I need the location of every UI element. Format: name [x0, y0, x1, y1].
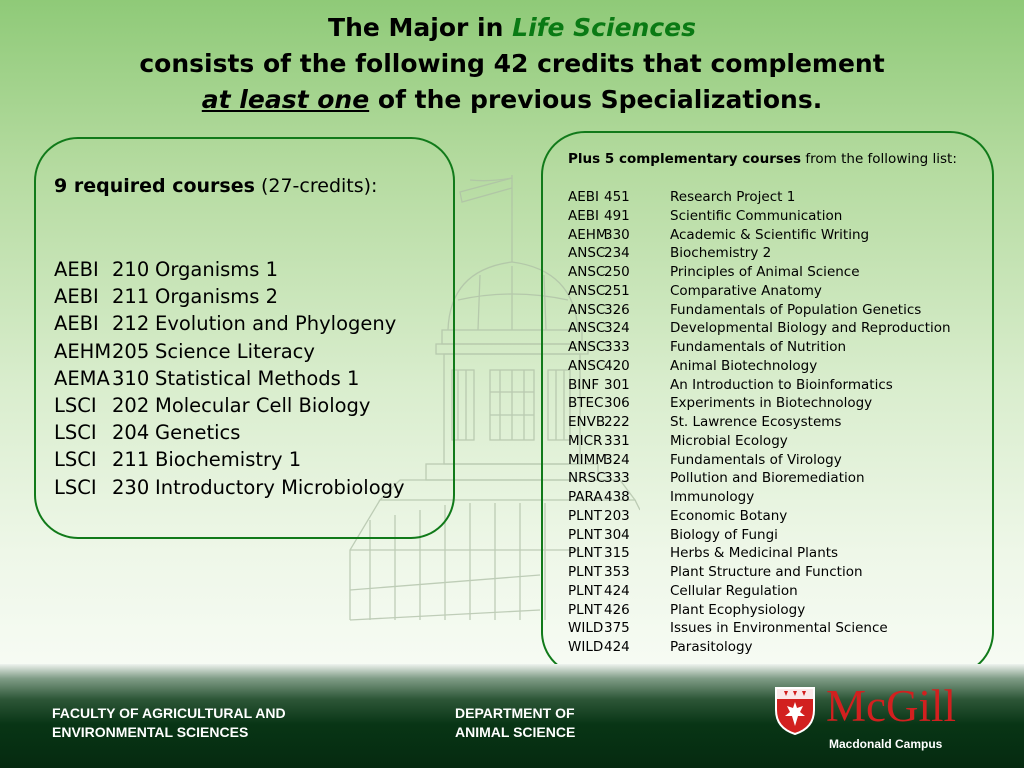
course-name: Microbial Ecology	[670, 432, 788, 449]
course-dept: AEBI	[568, 189, 600, 205]
course-number: 203	[604, 507, 630, 524]
course-dept: AEHM	[54, 339, 112, 363]
course-row	[54, 446, 405, 473]
course-number: 424	[604, 582, 630, 599]
course-dept: NRSC	[568, 470, 606, 487]
course-row	[568, 357, 951, 376]
required-heading-bold: 9 required courses	[54, 175, 255, 197]
course-name: Biochemistry 2	[670, 245, 772, 262]
course-row	[568, 582, 951, 601]
mcgill-crest-icon	[774, 686, 816, 736]
course-dept: ANSC	[568, 301, 606, 318]
course-dept: BINF	[568, 376, 600, 393]
course-row	[568, 451, 951, 470]
course-number: 212	[112, 312, 150, 336]
course-number: 331	[604, 432, 630, 449]
course-number: 324	[604, 320, 630, 337]
course-number: 324	[604, 451, 630, 468]
course-name: Fundamentals of Nutrition	[670, 339, 847, 355]
course-dept: ANSC	[568, 264, 606, 280]
course-row	[568, 394, 951, 413]
course-number: 234	[604, 245, 630, 262]
required-heading-rest: (27-credits):	[260, 175, 378, 197]
course-row	[568, 413, 951, 432]
course-number: 306	[604, 395, 630, 412]
course-row	[568, 319, 951, 338]
course-dept: AEBI	[54, 285, 99, 309]
course-name: Developmental Biology and Reproduction	[670, 320, 951, 337]
course-number: 211	[112, 285, 150, 309]
complementary-heading-rest: from the following list:	[805, 151, 957, 167]
course-row	[568, 207, 951, 226]
course-name: Introductory Microbiology	[155, 475, 405, 499]
course-dept: BTEC	[568, 395, 604, 412]
course-dept: PLNT	[568, 601, 603, 618]
title-suffix: of the previous Specializations.	[377, 85, 823, 114]
course-name: Economic Botany	[670, 507, 788, 524]
course-name: Principles of Animal Science	[670, 264, 860, 280]
course-name: Animal Biotechnology	[670, 357, 818, 374]
course-name: An Introduction to Bioinformatics	[670, 376, 893, 393]
course-name: Molecular Cell Biology	[155, 394, 371, 418]
course-number: 251	[604, 282, 630, 299]
course-number: 301	[604, 376, 630, 393]
course-name: Parasitology	[670, 639, 753, 655]
required-courses-heading	[54, 175, 377, 197]
course-number: 333	[604, 470, 630, 487]
course-name: Fundamentals of Population Genetics	[670, 301, 922, 318]
course-name: Immunology	[670, 489, 755, 505]
course-dept: PLNT	[568, 507, 603, 524]
title-emphasis: at least one	[201, 85, 370, 114]
course-row	[568, 544, 951, 563]
course-row	[568, 619, 951, 638]
course-row	[568, 188, 951, 207]
course-row	[54, 365, 405, 392]
course-name: Scientific Communication	[670, 207, 843, 224]
course-name: Fundamentals of Virology	[670, 451, 842, 468]
course-row	[54, 256, 405, 283]
course-name: Cellular Regulation	[670, 582, 798, 599]
course-dept: AEHM	[568, 226, 608, 243]
course-name: Experiments in Biotechnology	[670, 395, 873, 412]
course-number: 315	[604, 545, 630, 562]
title-line-1	[0, 10, 1024, 46]
course-row	[54, 338, 405, 365]
course-row	[568, 432, 951, 451]
course-name: Herbs & Medicinal Plants	[670, 545, 839, 562]
course-dept: ENVB	[568, 414, 606, 430]
course-dept: AEBI	[54, 312, 99, 336]
course-dept: ANSC	[568, 320, 606, 337]
course-row	[568, 376, 951, 395]
complementary-courses-list	[568, 188, 951, 657]
course-dept: LSCI	[54, 394, 97, 418]
course-row	[568, 563, 951, 582]
course-number: 420	[604, 357, 630, 374]
campus-name: Macdonald Campus	[829, 737, 943, 751]
course-number: 424	[604, 639, 630, 655]
course-dept: ANSC	[568, 282, 606, 299]
course-dept: PARA	[568, 489, 603, 505]
course-dept: MICR	[568, 432, 603, 449]
course-number: 210	[112, 258, 150, 281]
course-dept: LSCI	[54, 475, 97, 499]
course-number: 375	[604, 620, 630, 637]
course-dept: ANSC	[568, 357, 606, 374]
course-dept: WILD	[568, 620, 604, 637]
course-number: 250	[604, 264, 630, 280]
course-name: Biology of Fungi	[670, 526, 778, 543]
course-number: 438	[604, 489, 630, 505]
mcgill-wordmark: McGill	[826, 681, 956, 731]
course-row	[568, 282, 951, 301]
course-dept: LSCI	[54, 421, 97, 445]
course-dept: PLNT	[568, 545, 603, 562]
course-dept: PLNT	[568, 582, 603, 599]
course-row	[568, 638, 951, 657]
course-row	[54, 474, 405, 501]
course-number: 304	[604, 526, 630, 543]
course-name: St. Lawrence Ecosystems	[670, 414, 842, 430]
course-dept: AEMA	[54, 366, 110, 390]
course-row	[54, 419, 405, 446]
course-name: Pollution and Bioremediation	[670, 470, 865, 487]
course-number: 333	[604, 339, 630, 355]
course-row	[568, 507, 951, 526]
course-name: Biochemistry 1	[155, 448, 302, 472]
course-dept: AEBI	[568, 207, 600, 224]
department-line-2: ANIMAL SCIENCE	[455, 724, 576, 740]
course-name: Plant Structure and Function	[670, 564, 863, 580]
title-line-3	[0, 82, 1024, 118]
course-row	[54, 283, 405, 310]
course-name: Comparative Anatomy	[670, 282, 822, 299]
faculty-line-1: FACULTY OF AGRICULTURAL AND	[52, 705, 286, 721]
course-name: Academic & Scientific Writing	[670, 226, 870, 243]
required-courses-list	[54, 256, 405, 501]
course-dept: PLNT	[568, 526, 603, 543]
course-number: 451	[604, 189, 630, 205]
course-name: Science Literacy	[155, 339, 315, 363]
course-dept: ANSC	[568, 245, 606, 262]
course-number: 353	[604, 564, 630, 580]
course-number: 426	[604, 601, 630, 618]
course-dept: ANSC	[568, 339, 606, 355]
course-row	[568, 526, 951, 545]
title-prefix: The Major in	[328, 13, 504, 42]
course-number: 205	[112, 339, 150, 363]
complementary-heading-bold: Plus 5 complementary courses	[568, 151, 802, 167]
course-name: Organisms 2	[155, 285, 279, 309]
faculty-name	[52, 704, 286, 742]
course-row	[568, 301, 951, 320]
course-row	[568, 263, 951, 282]
course-name: Genetics	[155, 421, 241, 445]
course-row	[568, 338, 951, 357]
course-number: 202	[112, 394, 150, 418]
course-number: 491	[604, 207, 630, 224]
course-row	[568, 601, 951, 620]
complementary-courses-heading	[568, 151, 957, 167]
course-number: 230	[112, 475, 150, 499]
department-name	[455, 704, 575, 742]
course-number: 326	[604, 301, 630, 318]
title-line-2: consists of the following 42 credits that complement	[139, 49, 885, 78]
course-row	[568, 488, 951, 507]
course-name: Statistical Methods 1	[155, 366, 360, 390]
course-number: 330	[604, 226, 630, 243]
course-number: 204	[112, 421, 150, 445]
course-row	[54, 310, 405, 337]
page-title	[0, 10, 1024, 118]
course-row	[568, 469, 951, 488]
course-dept: PLNT	[568, 564, 603, 580]
course-name: Plant Ecophysiology	[670, 601, 806, 618]
course-row	[568, 244, 951, 263]
course-dept: AEBI	[54, 258, 99, 281]
course-name: Evolution and Phylogeny	[155, 312, 397, 336]
title-accent: Life Sciences	[512, 13, 696, 42]
course-dept: MIMM	[568, 451, 607, 468]
course-number: 222	[604, 414, 630, 430]
course-dept: WILD	[568, 639, 604, 655]
course-name: Research Project 1	[670, 189, 796, 205]
department-line-1: DEPARTMENT OF	[455, 705, 575, 721]
course-name: Organisms 1	[155, 258, 279, 281]
course-number: 211	[112, 448, 150, 472]
course-name: Issues in Environmental Science	[670, 620, 888, 637]
faculty-line-2: ENVIRONMENTAL SCIENCES	[52, 724, 249, 740]
course-number: 310	[112, 366, 150, 390]
course-row	[568, 226, 951, 245]
course-dept: LSCI	[54, 448, 97, 472]
course-row	[54, 392, 405, 419]
